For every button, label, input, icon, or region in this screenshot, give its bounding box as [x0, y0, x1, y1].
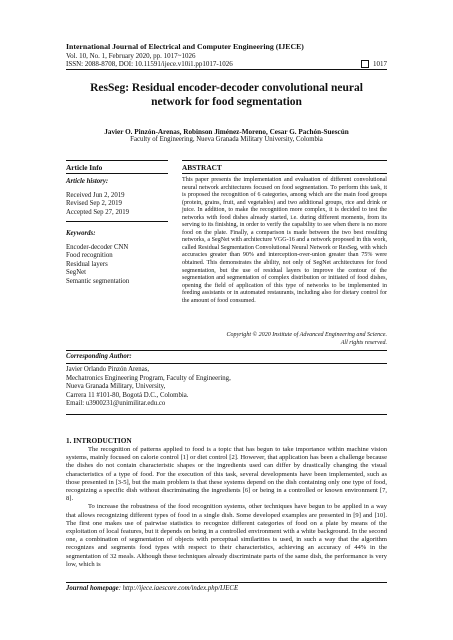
square-icon	[361, 60, 369, 68]
corresponding-university: Nueva Granada Military, University,	[66, 383, 166, 391]
corresponding-heading: Corresponding Author:	[66, 353, 132, 360]
corresponding-mid-rule	[66, 363, 387, 364]
corresponding-bottom-rule	[66, 414, 387, 415]
title-line-2: network for food segmentation	[151, 96, 302, 108]
article-info-top-rule	[66, 160, 168, 161]
affiliation: Faculty of Engineering, Nueva Granada Military University, Colombia	[130, 136, 323, 143]
journal-name: International Journal of Electrical and Computer Engineering (IJECE)	[66, 42, 304, 51]
abstract-text: This paper presents the implementation and evaluation of different convolutional neural network architectures focused on food segmentation. To perform this task, it is proposed the recognition of 6 categories, among which are the main food groups (protein, grains, fruit, and vegetables) and two additional groups, rice and drink or juice. In addition, to make the recognition more complex, it is decided to test the networks with food dishes already started, i.e. during different moments, from its serving to its finishing, in order to verify the capability to see when there is no more food on the plate. Finally, a comparison is made between the two best resulting networks, a SegNet with architecture VGG-16 and a network proposed in this work, called Residual Segmentation Convolutional Neural Network or ResSeg, with which accuracies greater than 90% and interception-over-union greater than 75% were obtained. This demonstrates the ability, not only of SegNet architectures for food segmentation, but the use of residual layers to improve the contour of the segmentation and segmentation of complex distribution or initiated of food dishes, opening the field of application of this type of networks to be implemented in feeding assistants or in automated restaurants, including also for dietary control for the amount of food consumed.	[182, 177, 387, 304]
article-info-heading: Article Info	[66, 163, 103, 172]
introduction-body	[66, 446, 387, 569]
corresponding-author	[66, 366, 231, 409]
corresponding-program: Mechatronics Engineering Program, Faculty of Engineering,	[66, 374, 231, 382]
history-heading: Article history:	[66, 178, 109, 185]
footer	[66, 585, 238, 592]
keyword-item: Encoder-decoder CNN	[66, 243, 129, 251]
corresponding-name: Javier Orlando Pinzón Arenas,	[66, 366, 150, 373]
history-rule	[66, 221, 168, 222]
introduction-paragraph-1: The recognition of patterns applied to food is a topic that has begun to take importance within machine vision systems, mainly focused on calorie control [1] or diet control [2]. However, that application has been a challenge because the dishes do not contain characteristic shapes or the ingredients used can differ by drastically changing the visual characteristics of a type of food. For the execution of this task, several developments have been implemented, such as those presented in [3-5], but the main problem is that these systems depend on the dish containing only one type of food, recognizing a specific dish without discriminating the ingredients [6] or being in a controlled or known environment [7, 8].	[66, 446, 387, 503]
footer-url[interactable]: : http://ijece.iaescore.com/index.php/IJECE	[118, 585, 239, 592]
footer-rule	[66, 582, 387, 583]
history-revised: Revised Sep 2, 2019	[66, 200, 122, 208]
corresponding-email[interactable]: Email: u3900231@unimilitar.edu.co	[66, 400, 166, 408]
keywords-block	[66, 230, 166, 287]
issn-doi: ISSN: 2088-8708, DOI: 10.11591/ijece.v10i1.pp1017-1026	[66, 60, 233, 68]
keywords-heading: Keywords:	[66, 230, 96, 237]
abstract-top-rule	[182, 160, 387, 161]
introduction-heading: 1. INTRODUCTION	[66, 436, 132, 445]
paper-title	[66, 81, 387, 109]
page-number-value: 1017	[373, 60, 387, 68]
volume-info: Vol. 10, No. 1, February 2020, pp. 1017~1026	[66, 52, 196, 60]
keyword-item: SegNet	[66, 269, 87, 277]
introduction-paragraph-2: To increase the robustness of the food recognition systems, other techniques have begun to be applied in a way that allows recognizing different types of food in a single dish. Some developed examples are presented in [9] and [10]. The first one makes use of pairwise statistics to recognize different categories of food on a plate by means of the exploitation of local features, but it depends on being in a controlled environment with a white background. In the second one, a combination of segmentation of objects with perceptual similarities is used, in such a way that the algorithm recognizes and segments food types with respect to their characteristics, achieving an accuracy of 44% in the segmentation of 32 meals. Although these techniques already discriminate parts of the same dish, the performance is very low, which is	[66, 503, 387, 568]
keyword-item: Residual layers	[66, 260, 108, 268]
copyright-line-1: Copyright © 2020 Institute of Advanced Engineering and Science.	[226, 332, 387, 338]
title-line-1: ResSeg: Residual encoder-decoder convolutional neural	[90, 82, 363, 94]
copyright	[227, 332, 388, 347]
article-history	[66, 178, 166, 217]
abstract-mid-rule	[182, 173, 387, 174]
footer-label: Journal homepage	[66, 585, 119, 592]
copyright-line-2: All rights reserved.	[340, 339, 387, 346]
keyword-item: Food recognition	[66, 252, 113, 260]
article-info-mid-rule	[66, 173, 168, 174]
page-number	[361, 60, 387, 68]
header-rule	[66, 69, 387, 70]
abstract-heading: ABSTRACT	[182, 163, 222, 172]
history-received: Received Jun 2, 2019	[66, 191, 125, 199]
authors: Javier O. Pinzón-Arenas, Robinson Jiménez-Moreno, Cesar G. Pachón-Suescún	[104, 128, 349, 136]
history-accepted: Accepted Sep 27, 2019	[66, 208, 130, 216]
corresponding-top-rule	[66, 350, 387, 351]
corresponding-address: Carrera 11 #101-80, Bogotá D.C., Colombia.	[66, 391, 189, 399]
keyword-item: Semantic segmentation	[66, 277, 130, 285]
